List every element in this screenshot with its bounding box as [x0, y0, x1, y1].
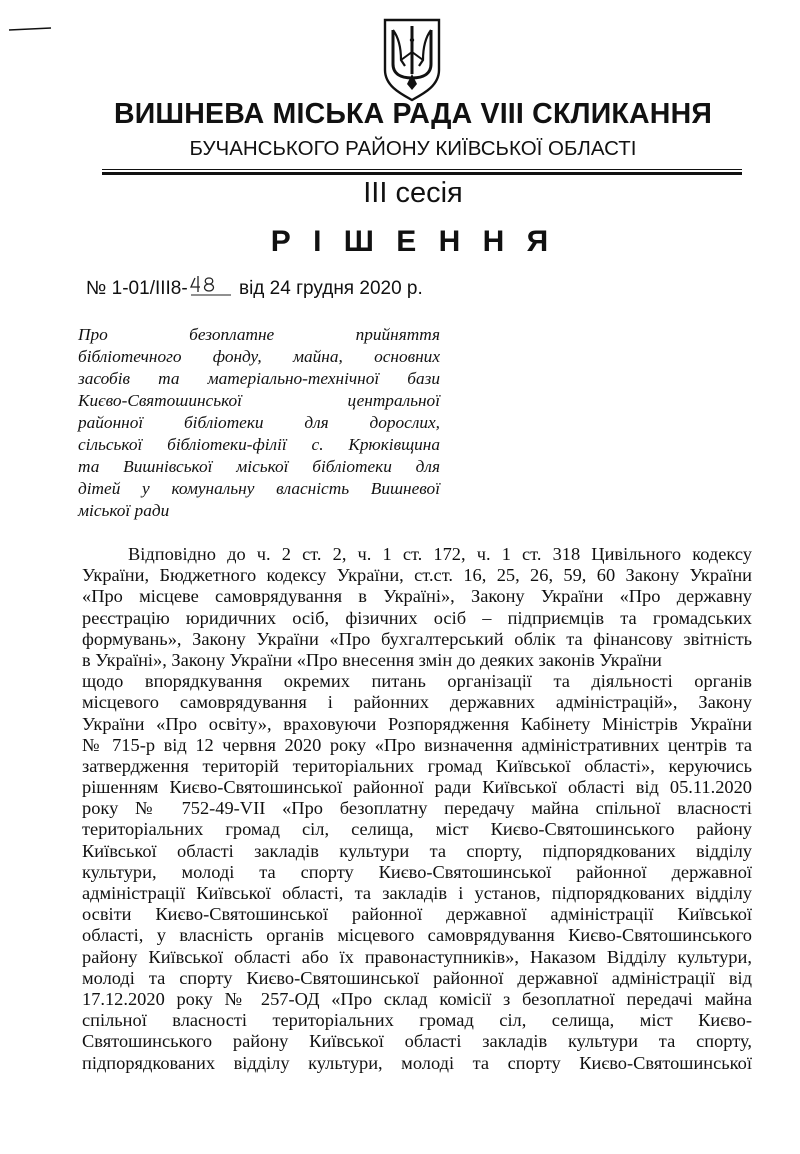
body-line: щодо впорядкування окремих питань організації та діяльності органів: [82, 671, 752, 692]
body-line: адміністрації Київської області, та закладів і установ, підпорядкованих відділу: [82, 883, 752, 903]
body-line: освіти Києво-Святошинської районної державної адміністрації Київської: [82, 904, 752, 925]
header-divider-thin: [102, 169, 742, 170]
body-line: Київської області закладів культури та спорту, підпорядкованих відділу: [82, 840, 752, 861]
body-line: Відповідно до ч. 2 ст. 2, ч. 1 ст. 172, ч. 1 ст. 318 Цивільного кодексу: [128, 544, 752, 564]
header-divider-thick: [102, 172, 742, 175]
pen-stroke-mark: [8, 26, 52, 32]
subject-line: та Вишнівської міської бібліотеки для: [78, 457, 440, 476]
body-line: спільної власності територіальних громад сіл, селища, міст Києво-: [82, 1010, 752, 1031]
decision-body-paragraph: [82, 544, 752, 1074]
trident-emblem-icon: [379, 14, 445, 102]
subject-line: міської ради: [78, 501, 170, 520]
body-line: в Україні», Закону України «Про внесення змін до деяких законів України: [82, 649, 662, 670]
subject-line: сільської бібліотеки-філії с. Крюківщина: [78, 435, 440, 454]
body-line: України, Бюджетного кодексу України, ст.ст. 16, 25, 26, 59, 60 Закону України: [82, 565, 752, 586]
subject-line: районної бібліотеки для дорослих,: [78, 413, 440, 432]
body-line: реєстрацію юридичних осіб, фізичних осіб – підприємців та громадських: [82, 607, 752, 628]
decision-number-line: [86, 276, 423, 300]
body-line: року № 752-49-VII «Про безоплатну передачу майна спільної власності: [82, 798, 752, 819]
body-line: підпорядкованих відділу культури, молоді та спорту Києво-Святошинської: [82, 1052, 752, 1073]
council-subtitle: БУЧАНСЬКОГО РАЙОНУ КИЇВСЬКОЇ ОБЛАСТІ: [189, 137, 637, 160]
body-line: культури, молоді та спорту Києво-Святошинської районної державної: [82, 861, 752, 882]
body-line: молоді та спорту Києво-Святошинської районної державної адміністрації від: [82, 967, 752, 988]
body-line: «Про місцеве самоврядування в Україні», Закону України «Про державну: [82, 586, 752, 607]
body-line: 17.12.2020 року № 257-ОД «Про склад комісії з безоплатної передачі майна: [82, 988, 752, 1009]
body-line: затвердження територій територіальних громад Київської області», керуючись: [82, 755, 752, 776]
session-label: ІІІ сесія: [363, 177, 463, 209]
council-name: ВИШНЕВА МІСЬКА РАДА VIII СКЛИКАННЯ: [113, 98, 713, 130]
body-line: № 715-р від 12 червня 2020 року «Про визначення адміністративних центрів та: [82, 734, 752, 755]
handwritten-number: [189, 276, 233, 296]
body-line: України «Про освіту», враховуючи Розпорядження Кабінету Міністрів України: [82, 713, 752, 734]
body-line: району Київської області або їх правонаступників», Наказом Відділу культури,: [82, 946, 752, 967]
subject-line: Про безоплатне прийняття: [78, 325, 440, 344]
body-line: рішенням Києво-Святошинської районної ради Київської області від 05.11.2020: [82, 777, 752, 798]
decision-subject: [78, 324, 440, 522]
body-line: територіальних громад сіл, селища, міст Києво-Святошинського району: [82, 819, 752, 840]
body-line: області, у власність органів місцевого самоврядування Києво-Святошинського: [82, 925, 752, 946]
subject-line: Києво-Святошинської центральної: [78, 391, 440, 410]
subject-line: бібліотечного фонду, майна, основних: [78, 347, 440, 366]
body-line: місцевого самоврядування і районних державних адміністрацій», Закону: [82, 692, 752, 713]
decision-number: № 1-01/ІІІ8-: [86, 278, 188, 299]
decision-date: від 24 грудня 2020 р.: [238, 278, 423, 299]
body-line: Святошинського району Київської області закладів культури та спорту,: [82, 1031, 752, 1052]
subject-line: засобів та матеріально-технічної бази: [78, 369, 440, 388]
body-line: формувань», Закону України «Про бухгалтерський облік та фінансову звітність: [82, 628, 752, 649]
document-title: Р І Ш Е Н Н Я: [270, 225, 556, 258]
subject-line: дітей у комунальну власність Вишневої: [78, 479, 440, 498]
